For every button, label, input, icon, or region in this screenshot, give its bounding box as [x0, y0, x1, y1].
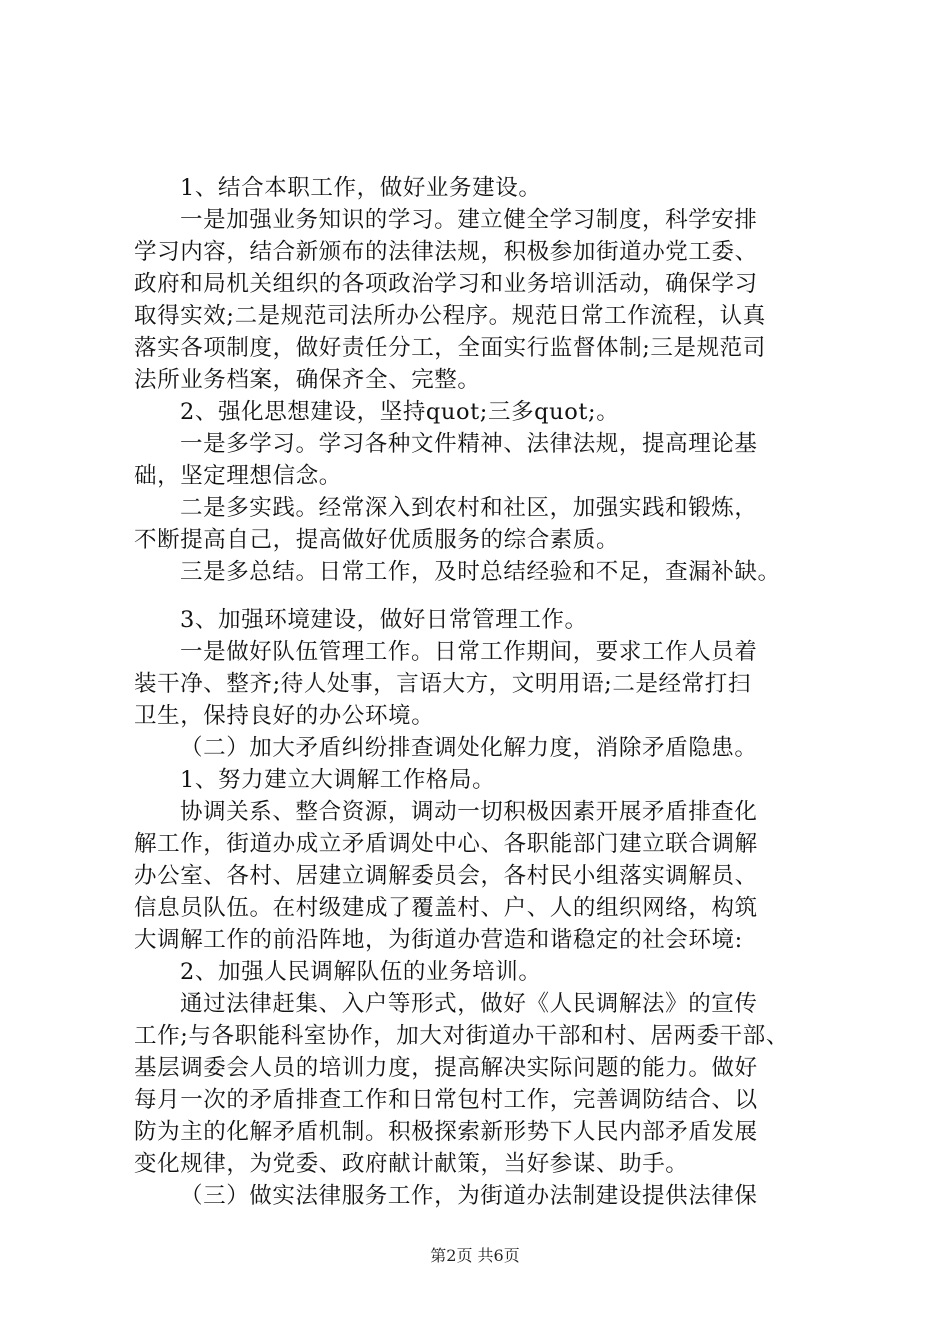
paragraph-line: 装干净、整齐;待人处事，言语大方，文明用语;二是经常打扫	[134, 671, 751, 697]
paragraph-line: 防为主的化解矛盾机制。积极探索新形势下人民内部矛盾发展	[134, 1119, 758, 1145]
document-body	[134, 172, 834, 1212]
paragraph-line: 落实各项制度，做好责任分工，全面实行监督体制;三是规范司	[134, 335, 766, 361]
paragraph-line: 卫生，保持良好的办公环境。	[134, 703, 435, 729]
paragraph-line: 基层调委会人员的培训力度，提高解决实际问题的能力。做好	[134, 1055, 758, 1081]
section-heading: 2、强化思想建设，坚持quot;三多quot;。	[180, 399, 620, 425]
section-heading: 3、加强环境建设，做好日常管理工作。	[180, 607, 588, 633]
page-number: 第2页 共6页	[430, 1246, 520, 1265]
paragraph-line: 取得实效;二是规范司法所办公程序。规范日常工作流程，认真	[134, 303, 766, 329]
paragraph-line: 信息员队伍。在村级建成了覆盖村、户、人的组织网络，构筑	[134, 895, 758, 921]
paragraph-line: 不断提高自己，提高做好优质服务的综合素质。	[134, 527, 620, 553]
section-heading: （二）加大矛盾纠纷排查调处化解力度，消除矛盾隐患。	[180, 735, 758, 761]
paragraph-line: 政府和局机关组织的各项政治学习和业务培训活动，确保学习	[134, 271, 758, 297]
paragraph-line: 三是多总结。日常工作，及时总结经验和不足，查漏补缺。	[180, 559, 781, 585]
paragraph-line: 学习内容，结合新颁布的法律法规，积极参加街道办党工委、	[134, 239, 758, 265]
section-heading: 1、努力建立大调解工作格局。	[180, 767, 496, 793]
paragraph-line: 工作;与各职能科室协作，加大对街道办干部和村、居两委干部、	[134, 1023, 789, 1049]
paragraph-line: 一是做好队伍管理工作。日常工作期间，要求工作人员着	[180, 639, 758, 665]
paragraph-line: 解工作，街道办成立矛盾调处中心、各职能部门建立联合调解	[134, 831, 758, 857]
paragraph-line: 大调解工作的前沿阵地，为街道办营造和谐稳定的社会环境:	[134, 927, 743, 953]
paragraph-gap	[134, 588, 834, 604]
paragraph-line: 每月一次的矛盾排查工作和日常包村工作，完善调防结合、以	[134, 1087, 758, 1113]
paragraph-line: 二是多实践。经常深入到农村和社区，加强实践和锻炼，	[180, 495, 758, 521]
paragraph-line: 础，坚定理想信念。	[134, 463, 342, 489]
section-heading: （三）做实法律服务工作，为街道办法制建设提供法律保	[180, 1183, 758, 1209]
paragraph-line: 协调关系、整合资源，调动一切积极因素开展矛盾排查化	[180, 799, 758, 825]
section-heading: 2、加强人民调解队伍的业务培训。	[180, 959, 542, 985]
paragraph-line: 法所业务档案，确保齐全、完整。	[134, 367, 481, 393]
paragraph-line: 一是加强业务知识的学习。建立健全学习制度，科学安排	[180, 207, 758, 233]
section-heading: 1、结合本职工作，做好业务建设。	[180, 175, 542, 201]
paragraph-line: 通过法律赶集、入户等形式，做好《人民调解法》的宣传	[180, 991, 758, 1017]
paragraph-line: 一是多学习。学习各种文件精神、法律法规，提高理论基	[180, 431, 758, 457]
paragraph-line: 办公室、各村、居建立调解委员会，各村民小组落实调解员、	[134, 863, 758, 889]
paragraph-line: 变化规律，为党委、政府献计献策，当好参谋、助手。	[134, 1151, 689, 1177]
